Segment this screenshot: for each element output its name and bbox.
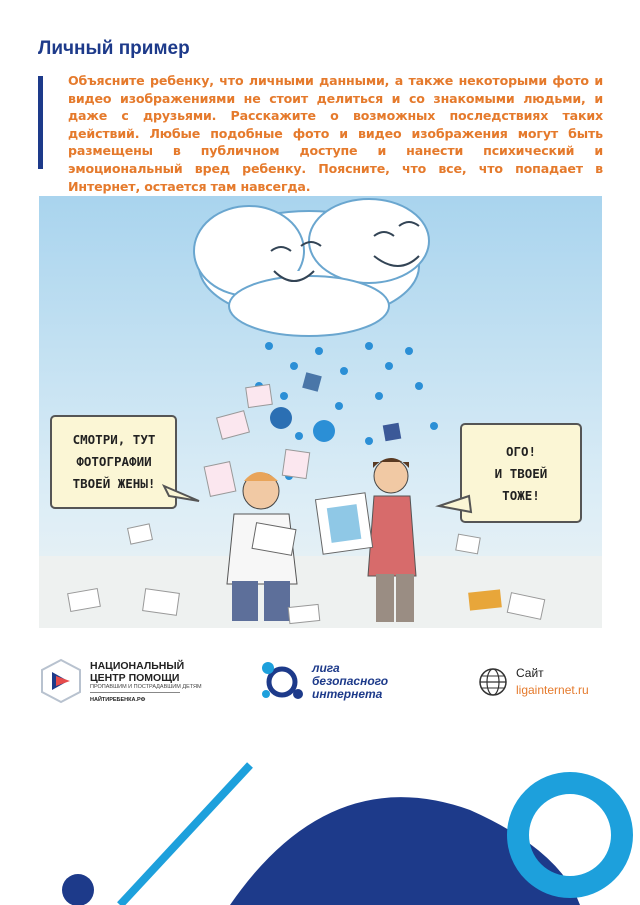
national-center-logo-icon xyxy=(38,658,84,704)
body-paragraph: Объясните ребенку, что личными данными, а также некоторыми фото и видео изображениями не стоит делиться и со знакомыми людьми, и даже с друзьями. Расскажите о возможных последствиях таких действий. Любые подобные фото и видео изображения могут быть размещены в публичном доступе и нанести психический и эмоциональный вред ребенку. Поясните, что все, что попадает в Интернет, остается там навсегда. xyxy=(68,73,603,194)
right-bubble-line-3: ТОЖЕ! xyxy=(502,488,540,503)
liga-logo-icon xyxy=(258,658,308,704)
center-line-1: НАЦИОНАЛЬНЫЙ xyxy=(90,660,185,672)
site-label: Сайт xyxy=(516,666,544,680)
decorative-shapes xyxy=(0,740,640,905)
national-center-name xyxy=(90,660,202,706)
center-line-2: ЦЕНТР ПОМОЩИ xyxy=(90,672,180,684)
liga-line-2: безопасного xyxy=(312,674,389,688)
liga-line-3: интернета xyxy=(312,687,383,701)
liga-line-1: лига xyxy=(312,661,340,675)
site-url-link[interactable]: ligainternet.ru xyxy=(516,683,589,697)
cartoon-illustration xyxy=(39,196,602,628)
left-bubble-line-1: СМОТРИ, ТУТ xyxy=(72,432,156,447)
left-bubble-line-2: ФОТОГРАФИИ xyxy=(76,454,152,469)
page-title: Личный пример xyxy=(38,38,190,59)
center-url: НАЙТИРЕБЕНКА.РФ xyxy=(90,692,180,706)
right-bubble-line-1: ОГО! xyxy=(505,444,537,459)
globe-icon xyxy=(478,667,508,697)
partner-logos xyxy=(0,650,640,710)
left-bubble-line-3: ТВОЕЙ ЖЕНЫ! xyxy=(72,476,156,491)
liga-name xyxy=(312,662,388,701)
right-bubble-line-2: И ТВОЕЙ xyxy=(494,466,548,481)
accent-bar xyxy=(38,76,43,169)
center-subtitle: ПРОПАВШИМ И ПОСТРАДАВШИМ ДЕТЯМ xyxy=(90,684,202,690)
